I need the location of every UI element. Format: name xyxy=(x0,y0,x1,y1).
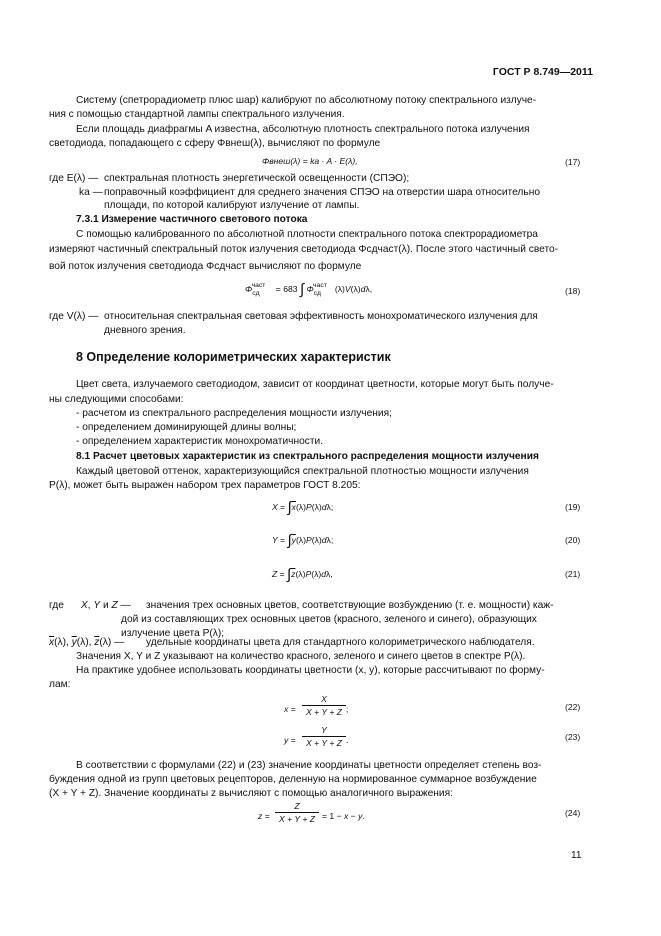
definition-text: излучение цвета P(λ); xyxy=(121,628,225,639)
formula-number: (21) xyxy=(565,569,581,579)
formula-23-lhs: y = xyxy=(284,735,296,745)
subsection-heading: 7.3.1 Измерение частичного светового потока xyxy=(76,214,308,225)
formula-22-lhs: x = xyxy=(284,704,296,714)
formula-23-fraction: Y X + Y + Z xyxy=(302,725,346,748)
page-number: 11 xyxy=(571,850,582,861)
paragraph-line: измеряют частичный спектральный поток излучения светодиода Φсдчаст(λ). После этого частичный свето- xyxy=(49,244,559,255)
paragraph-line: вой поток излучения светодиода Φсдчаст вычисляют по формуле xyxy=(49,261,362,272)
definition-text: площади, по которой калибруют излучение от лампы. xyxy=(104,200,360,211)
paragraph-line: Цвет света, излучаемого светодиодом, зависит от координат цветности, которые могут быть получе- xyxy=(76,379,554,390)
formula-18: $\Phi_{сд}^{част} = 683$ ∫ $\Phi_{сд}^{част}$ (λ)V(λ)dλ, xyxy=(245,281,373,298)
paragraph-line: С помощью калиброванного по абсолютной плотности спектрального потока спектрорадиометра xyxy=(76,229,538,240)
definition-text: относительная спектральная световая эффективность монохроматического излучения для xyxy=(104,311,538,322)
formula-20: $Y = \int\overline{y}(\lambda)P(\lambda)d\lambda$; xyxy=(272,532,334,549)
definition-text: значения трех основных цветов, соответствующие возбуждению (т. е. мощности) каж- xyxy=(146,600,554,611)
list-item: - определением характеристик монохроматичности. xyxy=(76,436,324,447)
formula-24-fraction: Z X + Y + Z xyxy=(275,801,319,824)
formula-22-end: ; xyxy=(346,704,349,714)
list-item: - расчетом из спектрального распределения мощности излучения; xyxy=(76,408,392,419)
paragraph-line: буждения одной из групп цветовых рецепторов, деленную на нормированное суммарное возбуждение xyxy=(49,774,537,785)
definition-label: где X, Y и Z — xyxy=(49,600,131,611)
paragraph-line: На практике удобнее использовать координаты цветности (x, y), которые рассчитывают по форму- xyxy=(76,665,545,676)
paragraph-line: светодиода, попадающего с сферу Φвнеш(λ), вычисляют по формуле xyxy=(49,138,381,149)
paragraph-line: Систему (спетрорадиометр плюс шар) калибруют по абсолютному потоку спектрального излуче- xyxy=(76,95,537,106)
formula-24-rhs: = 1 − x − y. xyxy=(322,811,365,821)
paragraph-line: (X + Y + Z). Значение координаты z вычисляют с помощью аналогичного выражения: xyxy=(49,788,453,799)
paragraph-line: В соответствии с формулами (22) и (23) значение координаты цветности определяет степень воз- xyxy=(76,760,542,771)
formula-24-lhs: z = xyxy=(258,811,270,821)
formula-23-end: . xyxy=(346,735,349,745)
formula-number: (23) xyxy=(565,732,581,742)
formula-21: $Z = \int\overline{z}(\lambda)P(\lambda)d\lambda$, xyxy=(272,566,333,583)
paragraph-line: Значения X, Y и Z указывают на количество красного, зеленого и синего цветов в спектре P(λ). xyxy=(76,651,526,662)
formula-number: (20) xyxy=(565,535,581,545)
definition-label: где V(λ) — xyxy=(49,311,99,322)
definition-text: дой из составляющих трех основных цветов (красного, зеленого и синего), образующих xyxy=(121,614,537,625)
paragraph-line: P(λ), может быть выражен набором трех параметров ГОСТ 8.205: xyxy=(49,480,361,491)
definition-label: ka — xyxy=(79,187,103,198)
formula-number: (18) xyxy=(565,286,581,296)
document-header: ГОСТ Р 8.749—2011 xyxy=(492,66,593,78)
definition-label: $\overline{x}(\lambda)$, $\overline{y}(\lambda)$, $\overline{z}(\lambda)$ — xyxy=(49,637,125,648)
formula-number: (22) xyxy=(565,702,581,712)
subsection-heading: 8.1 Расчет цветовых характеристик из спектрального распределения мощности излучения xyxy=(76,451,539,462)
definition-text: дневного зрения. xyxy=(104,325,186,336)
formula-19: $X = \int\overline{x}(\lambda)P(\lambda)d\lambda$; xyxy=(272,499,334,516)
paragraph-line: ны следующими способами: xyxy=(49,394,184,405)
section-heading: 8 Определение колориметрических характеристик xyxy=(76,350,391,364)
paragraph-line: ния с помощью стандартной лампы спектрального излучения. xyxy=(49,109,345,120)
paragraph-line: Если площадь диафрагмы A известна, абсолютную плотность спектрального потока излучения xyxy=(76,124,530,135)
formula-number: (24) xyxy=(565,808,581,818)
formula-17: Φвнеш(λ) = ka · A · E(λ), xyxy=(262,156,358,166)
formula-number: (19) xyxy=(565,502,581,512)
paragraph-line: Каждый цветовой оттенок, характеризующийся спектральной плотностью мощности излучения xyxy=(76,466,529,477)
formula-number: (17) xyxy=(565,157,581,167)
formula-22-fraction: X X + Y + Z xyxy=(302,694,346,717)
paragraph-line: лам: xyxy=(49,679,71,690)
list-item: - определением доминирующей длины волны; xyxy=(76,422,297,433)
definition-text: спектральная плотность энергетической освещенности (СПЭО); xyxy=(104,173,410,184)
definition-text: удельные координаты цвета для стандартного колориметрического наблюдателя. xyxy=(146,637,535,648)
definition-text: поправочный коэффициент для среднего значения СПЭО на отверстии шара относительно xyxy=(104,187,540,198)
definition-label: где E(λ) — xyxy=(49,173,99,184)
